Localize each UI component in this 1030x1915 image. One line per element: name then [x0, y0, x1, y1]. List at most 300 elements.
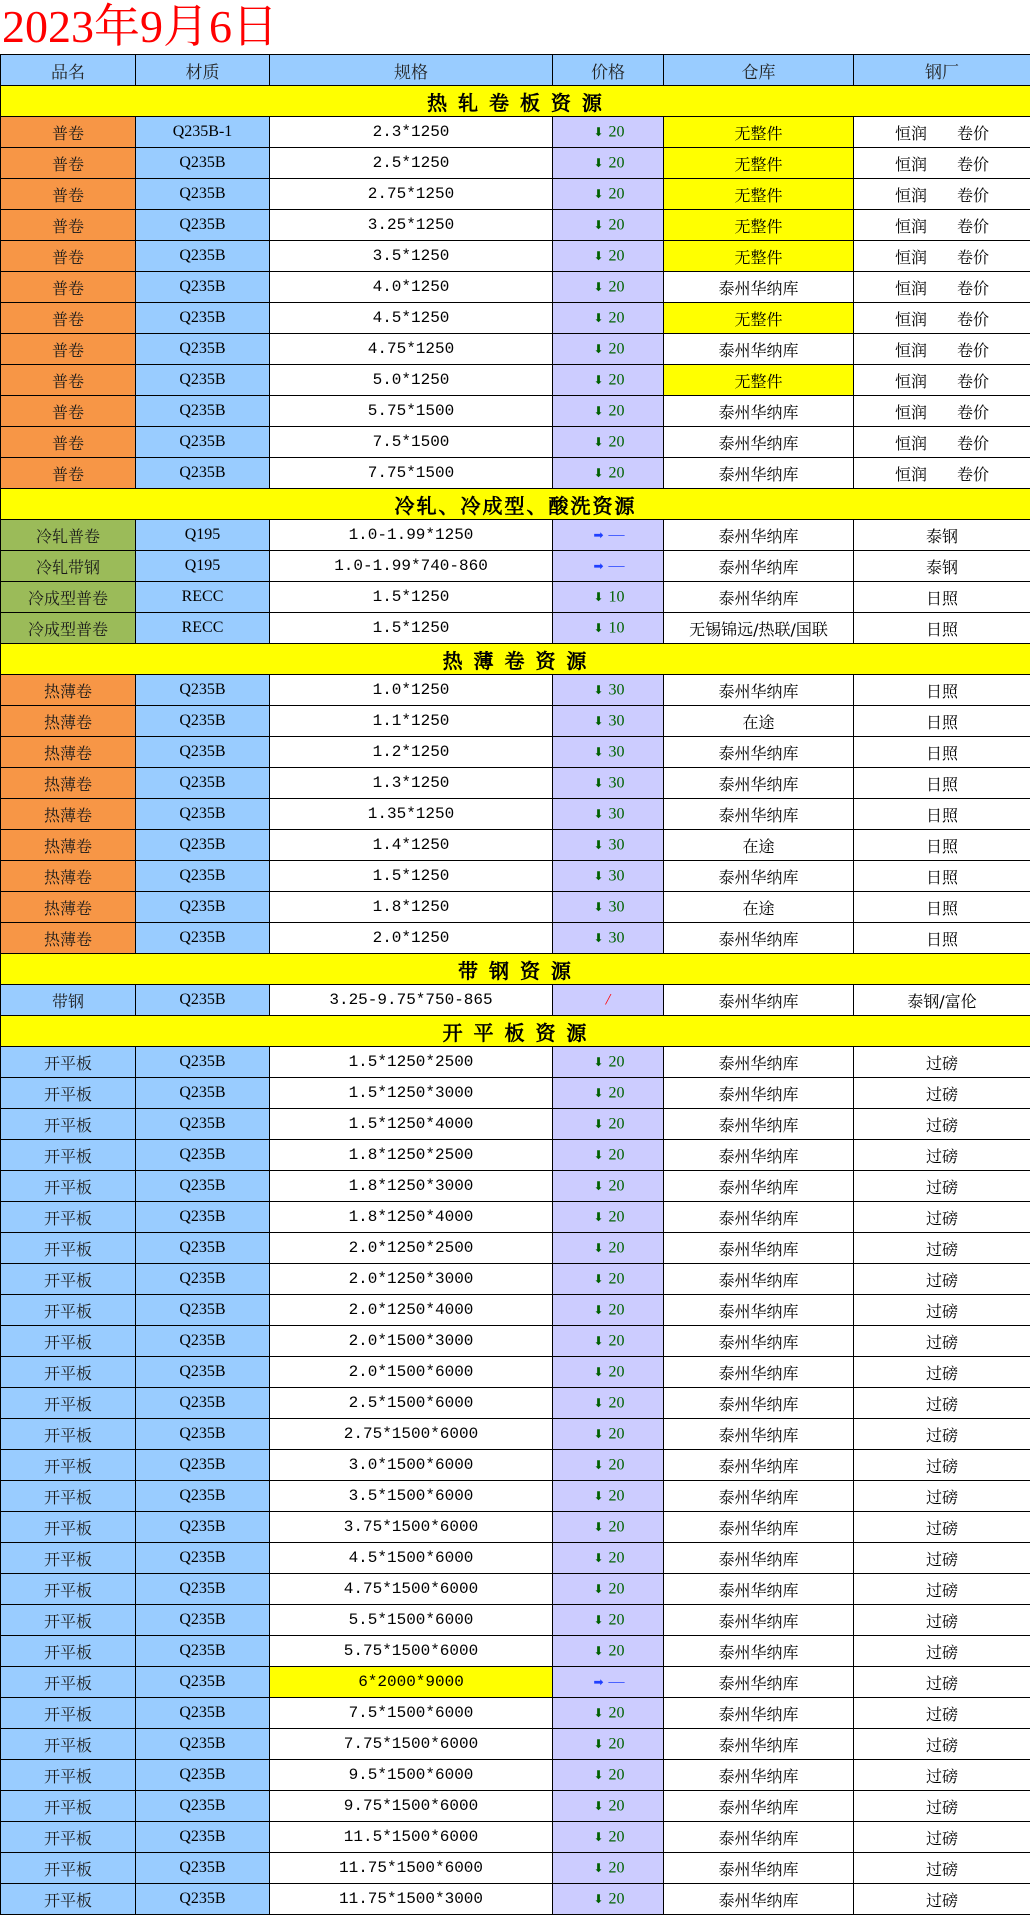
price-value: 20 — [608, 1890, 625, 1908]
spec-cell: 11.5*1500*6000 — [270, 1822, 553, 1853]
spec-cell: 5.0*1250 — [270, 365, 553, 396]
price-value: 20 — [608, 1053, 625, 1071]
material-cell: Q235B — [136, 1419, 270, 1450]
price-cell — [553, 1140, 664, 1171]
mill-cell — [854, 117, 1030, 148]
product-name-cell: 普卷 — [1, 365, 136, 396]
material-cell: RECC — [136, 582, 270, 613]
price-cell — [553, 768, 664, 799]
mill-name: 过磅 — [925, 1146, 958, 1166]
header-spec: 规格 — [270, 55, 553, 86]
mill-note: 卷价 — [957, 309, 990, 329]
product-name-cell: 开平板 — [1, 1047, 136, 1078]
material-cell: Q235B — [136, 1822, 270, 1853]
price-value: 20 — [608, 1239, 625, 1257]
product-name-cell: 开平板 — [1, 1171, 136, 1202]
mill-cell — [854, 1078, 1030, 1109]
spec-cell: 4.0*1250 — [270, 272, 553, 303]
mill-cell — [854, 706, 1030, 737]
warehouse-cell: 泰州华纳库 — [664, 1481, 854, 1512]
warehouse-cell: 泰州华纳库 — [664, 551, 854, 582]
table-row — [1, 272, 1030, 303]
table-row — [1, 737, 1030, 768]
mill-cell — [854, 1419, 1030, 1450]
price-value: 30 — [608, 836, 625, 854]
warehouse-cell: 泰州华纳库 — [664, 396, 854, 427]
warehouse-cell: 泰州华纳库 — [664, 1419, 854, 1450]
warehouse-cell: 泰州华纳库 — [664, 582, 854, 613]
price-value: 20 — [608, 1270, 625, 1288]
price-value: 20 — [608, 1208, 625, 1226]
product-name-cell: 冷轧带钢 — [1, 551, 136, 582]
product-name-cell: 开平板 — [1, 1512, 136, 1543]
material-cell: Q235B — [136, 1171, 270, 1202]
price-cell — [553, 210, 664, 241]
mill-cell — [854, 1295, 1030, 1326]
spec-cell: 11.75*1500*3000 — [270, 1884, 553, 1915]
down-arrow-icon: ⬇ — [593, 713, 604, 728]
table-row — [1, 520, 1030, 551]
price-value: 20 — [608, 1518, 625, 1536]
down-arrow-icon: ⬇ — [593, 1240, 604, 1255]
price-cell — [553, 1605, 664, 1636]
material-cell: Q195 — [136, 520, 270, 551]
mill-name: 过磅 — [925, 1890, 958, 1910]
warehouse-cell: 泰州华纳库 — [664, 1078, 854, 1109]
mill-name: 日照 — [925, 805, 958, 825]
spec-cell: 4.75*1500*6000 — [270, 1574, 553, 1605]
mill-name: 日照 — [925, 619, 958, 639]
price-cell — [553, 303, 664, 334]
price-cell — [553, 892, 664, 923]
material-cell: Q235B — [136, 768, 270, 799]
warehouse-cell: 泰州华纳库 — [664, 1760, 854, 1791]
material-cell: Q235B — [136, 1047, 270, 1078]
mill-cell — [854, 613, 1030, 644]
mill-name: 日照 — [925, 867, 958, 887]
table-row — [1, 1636, 1030, 1667]
price-value: 20 — [608, 216, 625, 234]
material-cell: Q235B — [136, 1264, 270, 1295]
down-arrow-icon: ⬇ — [593, 1302, 604, 1317]
price-value: 20 — [608, 309, 625, 327]
price-value: 20 — [608, 464, 625, 482]
mill-name: 过磅 — [925, 1394, 958, 1414]
material-cell: Q235B — [136, 1760, 270, 1791]
table-row — [1, 458, 1030, 489]
product-name-cell: 热薄卷 — [1, 675, 136, 706]
spec-cell: 2.0*1250*2500 — [270, 1233, 553, 1264]
table-row — [1, 1171, 1030, 1202]
price-value: 10 — [608, 588, 625, 606]
price-cell — [553, 923, 664, 954]
table-row — [1, 1450, 1030, 1481]
down-arrow-icon: ⬇ — [593, 403, 604, 418]
product-name-cell: 开平板 — [1, 1202, 136, 1233]
table-row — [1, 582, 1030, 613]
table-row — [1, 1512, 1030, 1543]
spec-cell: 1.5*1250*3000 — [270, 1078, 553, 1109]
table-row — [1, 985, 1030, 1016]
price-value: 30 — [608, 712, 625, 730]
table-row — [1, 1295, 1030, 1326]
spec-cell: 3.25-9.75*750-865 — [270, 985, 553, 1016]
warehouse-cell: 无整件 — [664, 148, 854, 179]
warehouse-cell: 无整件 — [664, 179, 854, 210]
down-arrow-icon: ⬇ — [593, 372, 604, 387]
material-cell: Q235B — [136, 210, 270, 241]
mill-note: 卷价 — [957, 433, 990, 453]
price-cell — [553, 1636, 664, 1667]
table-row — [1, 1698, 1030, 1729]
spec-cell: 1.0-1.99*1250 — [270, 520, 553, 551]
product-name-cell: 普卷 — [1, 117, 136, 148]
warehouse-cell: 泰州华纳库 — [664, 985, 854, 1016]
header-row — [1, 55, 1030, 86]
table-row — [1, 892, 1030, 923]
price-cell — [553, 1047, 664, 1078]
price-cell — [553, 179, 664, 210]
down-arrow-icon: ⬇ — [593, 186, 604, 201]
spec-cell: 5.5*1500*6000 — [270, 1605, 553, 1636]
price-cell — [553, 1512, 664, 1543]
warehouse-cell: 泰州华纳库 — [664, 923, 854, 954]
product-name-cell: 普卷 — [1, 396, 136, 427]
mill-name: 日照 — [925, 588, 958, 608]
mill-name: 过磅 — [925, 1456, 958, 1476]
section-title: 开 平 板 资 源 — [1, 1016, 1030, 1047]
material-cell: Q235B — [136, 1233, 270, 1264]
mill-cell — [854, 799, 1030, 830]
mill-name: 过磅 — [925, 1270, 958, 1290]
product-name-cell: 开平板 — [1, 1419, 136, 1450]
product-name-cell: 开平板 — [1, 1078, 136, 1109]
warehouse-cell: 泰州华纳库 — [664, 1698, 854, 1729]
material-cell: Q235B — [136, 1574, 270, 1605]
spec-cell: 2.0*1500*3000 — [270, 1326, 553, 1357]
price-cell — [553, 1233, 664, 1264]
header-price: 价格 — [553, 55, 664, 86]
down-arrow-icon: ⬇ — [593, 310, 604, 325]
mill-cell — [854, 365, 1030, 396]
warehouse-cell: 在途 — [664, 892, 854, 923]
warehouse-cell: 泰州华纳库 — [664, 1729, 854, 1760]
material-cell: Q235B — [136, 675, 270, 706]
spec-cell: 1.5*1250*2500 — [270, 1047, 553, 1078]
product-name-cell: 开平板 — [1, 1140, 136, 1171]
table-row — [1, 830, 1030, 861]
price-cell — [553, 861, 664, 892]
product-name-cell: 普卷 — [1, 334, 136, 365]
mill-note: 卷价 — [957, 216, 990, 236]
mill-cell — [854, 1481, 1030, 1512]
material-cell: Q235B — [136, 1202, 270, 1233]
price-cell — [553, 1357, 664, 1388]
mill-name: 日照 — [925, 712, 958, 732]
table-row — [1, 1326, 1030, 1357]
price-value: 20 — [608, 1735, 625, 1753]
price-table — [0, 54, 1030, 1915]
mill-name: 过磅 — [925, 1239, 958, 1259]
table-row — [1, 1605, 1030, 1636]
spec-cell: 2.75*1250 — [270, 179, 553, 210]
down-arrow-icon: ⬇ — [593, 620, 604, 635]
mill-cell — [854, 427, 1030, 458]
spec-cell: 11.75*1500*6000 — [270, 1853, 553, 1884]
down-arrow-icon: ⬇ — [593, 1891, 604, 1906]
section-title: 热 薄 卷 资 源 — [1, 644, 1030, 675]
mill-cell — [854, 1698, 1030, 1729]
product-name-cell: 开平板 — [1, 1357, 136, 1388]
warehouse-cell: 泰州华纳库 — [664, 861, 854, 892]
mill-name: 过磅 — [925, 1053, 958, 1073]
price-value: 30 — [608, 743, 625, 761]
price-cell — [553, 1171, 664, 1202]
warehouse-cell: 泰州华纳库 — [664, 1853, 854, 1884]
down-arrow-icon: ⬇ — [593, 279, 604, 294]
price-cell — [553, 1388, 664, 1419]
mill-cell — [854, 985, 1030, 1016]
price-value: 20 — [608, 1301, 625, 1319]
section-title: 带 钢 资 源 — [1, 954, 1030, 985]
product-name-cell: 普卷 — [1, 303, 136, 334]
warehouse-cell: 泰州华纳库 — [664, 1822, 854, 1853]
price-cell — [553, 365, 664, 396]
material-cell: Q235B — [136, 1109, 270, 1140]
price-value: 20 — [608, 1704, 625, 1722]
table-row — [1, 1233, 1030, 1264]
spec-cell: 3.25*1250 — [270, 210, 553, 241]
price-cell — [553, 1698, 664, 1729]
section-header-row — [1, 1016, 1030, 1047]
price-value: 20 — [608, 1859, 625, 1877]
mill-cell — [854, 1109, 1030, 1140]
section-title: 热 轧 卷 板 资 源 — [1, 86, 1030, 117]
material-cell: Q195 — [136, 551, 270, 582]
material-cell: Q235B — [136, 1884, 270, 1915]
price-cell — [553, 1202, 664, 1233]
down-arrow-icon: ⬇ — [593, 465, 604, 480]
material-cell: Q235B — [136, 1729, 270, 1760]
product-name-cell: 开平板 — [1, 1791, 136, 1822]
warehouse-cell: 泰州华纳库 — [664, 1171, 854, 1202]
warehouse-cell: 泰州华纳库 — [664, 675, 854, 706]
mill-cell — [854, 1450, 1030, 1481]
spec-cell: 5.75*1500 — [270, 396, 553, 427]
material-cell: Q235B — [136, 272, 270, 303]
material-cell: Q235B — [136, 799, 270, 830]
warehouse-cell: 泰州华纳库 — [664, 1202, 854, 1233]
down-arrow-icon: ⬇ — [593, 1519, 604, 1534]
material-cell: Q235B — [136, 1078, 270, 1109]
mill-name: 泰钢 — [925, 526, 958, 546]
product-name-cell: 开平板 — [1, 1233, 136, 1264]
price-cell — [553, 551, 664, 582]
table-row — [1, 1047, 1030, 1078]
price-cell — [553, 1884, 664, 1915]
material-cell: Q235B — [136, 706, 270, 737]
down-arrow-icon: ⬇ — [593, 744, 604, 759]
spec-cell: 5.75*1500*6000 — [270, 1636, 553, 1667]
product-name-cell: 冷成型普卷 — [1, 582, 136, 613]
spec-cell: 1.2*1250 — [270, 737, 553, 768]
product-name-cell: 普卷 — [1, 458, 136, 489]
price-cell — [553, 1481, 664, 1512]
product-name-cell: 开平板 — [1, 1698, 136, 1729]
product-name-cell: 开平板 — [1, 1543, 136, 1574]
table-row — [1, 1357, 1030, 1388]
product-name-cell: 热薄卷 — [1, 706, 136, 737]
warehouse-cell: 无整件 — [664, 241, 854, 272]
spec-cell: 6*2000*9000 — [270, 1667, 553, 1698]
down-arrow-icon: ⬇ — [593, 1178, 604, 1193]
spec-cell: 1.5*1250*4000 — [270, 1109, 553, 1140]
down-arrow-icon: ⬇ — [593, 1860, 604, 1875]
mill-note: 卷价 — [957, 340, 990, 360]
spec-cell: 1.0*1250 — [270, 675, 553, 706]
mill-cell — [854, 179, 1030, 210]
product-name-cell: 开平板 — [1, 1667, 136, 1698]
material-cell: Q235B — [136, 1450, 270, 1481]
mill-name: 恒润 — [894, 402, 927, 422]
spec-cell: 3.5*1250 — [270, 241, 553, 272]
table-row — [1, 799, 1030, 830]
material-cell: Q235B — [136, 1543, 270, 1574]
mill-name: 恒润 — [894, 464, 927, 484]
price-cell — [553, 1450, 664, 1481]
mill-name: 过磅 — [925, 1704, 958, 1724]
mill-name: 恒润 — [894, 185, 927, 205]
product-name-cell: 开平板 — [1, 1109, 136, 1140]
table-row — [1, 1729, 1030, 1760]
mill-name: 恒润 — [894, 154, 927, 174]
table-row — [1, 241, 1030, 272]
mill-cell — [854, 1326, 1030, 1357]
price-value: 20 — [608, 340, 625, 358]
product-name-cell: 普卷 — [1, 241, 136, 272]
warehouse-cell: 泰州华纳库 — [664, 427, 854, 458]
price-value: 20 — [608, 1394, 625, 1412]
down-arrow-icon: ⬇ — [593, 434, 604, 449]
down-arrow-icon: ⬇ — [593, 806, 604, 821]
material-cell: Q235B — [136, 241, 270, 272]
mill-name: 过磅 — [925, 1580, 958, 1600]
material-cell: Q235B — [136, 458, 270, 489]
down-arrow-icon: ⬇ — [593, 1333, 604, 1348]
price-cell — [553, 117, 664, 148]
mill-name: 过磅 — [925, 1518, 958, 1538]
price-value: 20 — [608, 433, 625, 451]
spec-cell: 1.5*1250 — [270, 582, 553, 613]
mill-cell — [854, 396, 1030, 427]
header-name: 品名 — [1, 55, 136, 86]
mill-cell — [854, 675, 1030, 706]
price-cell — [553, 675, 664, 706]
spec-cell: 1.8*1250*3000 — [270, 1171, 553, 1202]
material-cell: RECC — [136, 613, 270, 644]
spec-cell: 1.3*1250 — [270, 768, 553, 799]
spec-cell: 3.0*1500*6000 — [270, 1450, 553, 1481]
mill-name: 过磅 — [925, 1332, 958, 1352]
material-cell: Q235B — [136, 303, 270, 334]
price-value: 20 — [608, 1828, 625, 1846]
material-cell: Q235B — [136, 179, 270, 210]
spec-cell: 2.3*1250 — [270, 117, 553, 148]
mill-note: 卷价 — [957, 123, 990, 143]
mill-name: 过磅 — [925, 1549, 958, 1569]
down-arrow-icon: ⬇ — [593, 775, 604, 790]
price-cell — [553, 334, 664, 365]
material-cell: Q235B-1 — [136, 117, 270, 148]
material-cell: Q235B — [136, 1388, 270, 1419]
mill-cell — [854, 1140, 1030, 1171]
material-cell: Q235B — [136, 923, 270, 954]
product-name-cell: 热薄卷 — [1, 768, 136, 799]
spec-cell: 1.4*1250 — [270, 830, 553, 861]
price-cell — [553, 427, 664, 458]
mill-name: 恒润 — [894, 309, 927, 329]
price-value: 20 — [608, 1332, 625, 1350]
table-row — [1, 923, 1030, 954]
table-row — [1, 179, 1030, 210]
material-cell: Q235B — [136, 861, 270, 892]
warehouse-cell: 无整件 — [664, 365, 854, 396]
price-value: 20 — [608, 123, 625, 141]
down-arrow-icon: ⬇ — [593, 1767, 604, 1782]
mill-cell — [854, 1171, 1030, 1202]
mill-cell — [854, 1729, 1030, 1760]
header-material: 材质 — [136, 55, 270, 86]
price-value: 20 — [608, 402, 625, 420]
table-row — [1, 1853, 1030, 1884]
mill-name: 泰钢 — [925, 557, 958, 577]
mill-name: 过磅 — [925, 1487, 958, 1507]
price-value: 20 — [608, 278, 625, 296]
price-value: 30 — [608, 898, 625, 916]
product-name-cell: 冷轧普卷 — [1, 520, 136, 551]
price-cell — [553, 1791, 664, 1822]
spec-cell: 1.0-1.99*740-860 — [270, 551, 553, 582]
price-value: 20 — [608, 371, 625, 389]
table-row — [1, 1760, 1030, 1791]
warehouse-cell: 泰州华纳库 — [664, 1388, 854, 1419]
price-cell — [553, 1326, 664, 1357]
price-cell — [553, 1760, 664, 1791]
mill-cell — [854, 1543, 1030, 1574]
material-cell: Q235B — [136, 1791, 270, 1822]
mill-cell — [854, 1822, 1030, 1853]
down-arrow-icon: ⬇ — [593, 1736, 604, 1751]
spec-cell: 7.5*1500 — [270, 427, 553, 458]
product-name-cell: 热薄卷 — [1, 830, 136, 861]
material-cell: Q235B — [136, 1512, 270, 1543]
price-value: 20 — [608, 1487, 625, 1505]
mill-cell — [854, 334, 1030, 365]
right-arrow-icon: ➡ — [593, 558, 604, 573]
section-header-row — [1, 86, 1030, 117]
product-name-cell: 热薄卷 — [1, 861, 136, 892]
spec-cell: 2.0*1250*3000 — [270, 1264, 553, 1295]
price-cell — [553, 148, 664, 179]
price-value: 30 — [608, 681, 625, 699]
price-value: 20 — [608, 1580, 625, 1598]
mill-note: 卷价 — [957, 402, 990, 422]
mill-name: 恒润 — [894, 216, 927, 236]
warehouse-cell: 泰州华纳库 — [664, 1884, 854, 1915]
down-arrow-icon: ⬇ — [593, 1147, 604, 1162]
material-cell: Q235B — [136, 1698, 270, 1729]
price-value: 20 — [608, 1642, 625, 1660]
